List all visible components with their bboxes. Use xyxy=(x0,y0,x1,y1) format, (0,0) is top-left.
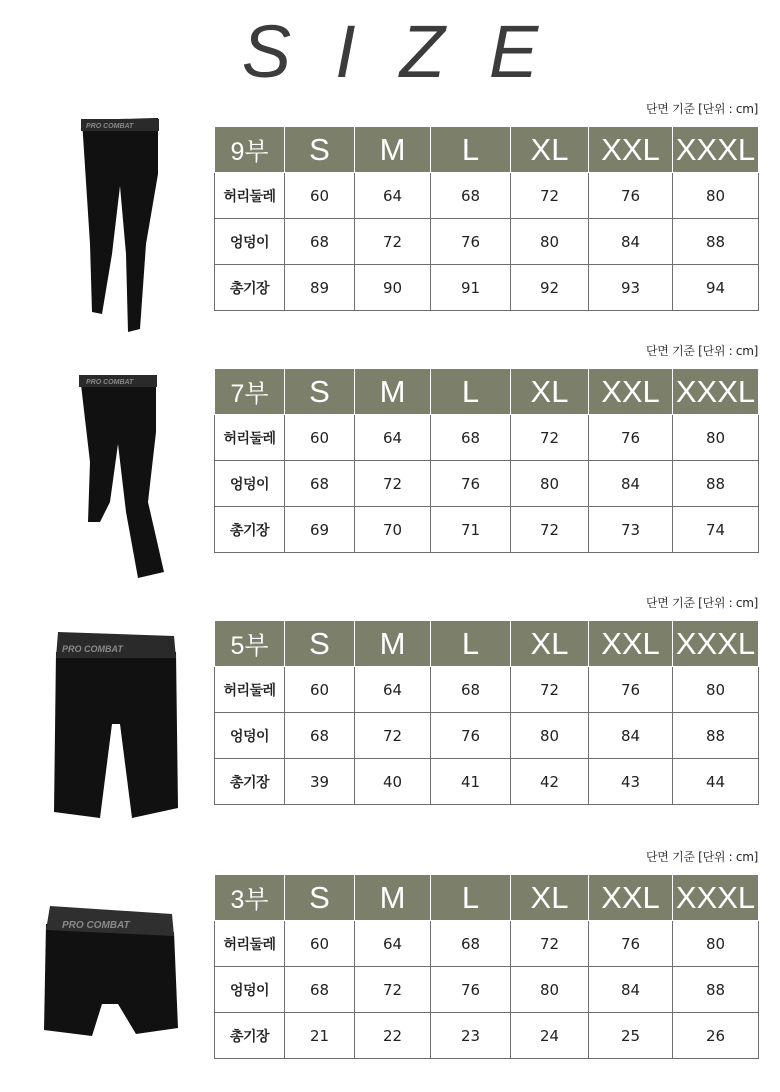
cell: 70 xyxy=(355,507,431,553)
length-label: 5부 xyxy=(215,621,285,667)
hip-row xyxy=(215,713,759,759)
size-xl: XL xyxy=(511,875,589,921)
cell: 72 xyxy=(511,173,589,219)
cell: 68 xyxy=(431,173,511,219)
cell: 88 xyxy=(673,713,759,759)
size-l: L xyxy=(431,621,511,667)
size-l: L xyxy=(431,369,511,415)
cell: 44 xyxy=(673,759,759,805)
cell: 91 xyxy=(431,265,511,311)
cell: 76 xyxy=(589,921,673,967)
cell: 80 xyxy=(673,667,759,713)
cell: 72 xyxy=(511,507,589,553)
brand-print: PRO COMBAT xyxy=(62,644,123,654)
cell: 76 xyxy=(589,667,673,713)
size-xxxl: XXXL xyxy=(673,369,759,415)
size-table xyxy=(214,126,759,311)
size-table xyxy=(214,620,759,805)
size-xl: XL xyxy=(511,127,589,173)
size-s: S xyxy=(285,127,355,173)
size-s: S xyxy=(285,875,355,921)
waist-row xyxy=(215,921,759,967)
cell: 68 xyxy=(285,713,355,759)
cell: 76 xyxy=(431,219,511,265)
cell: 72 xyxy=(511,921,589,967)
length-label: 9부 xyxy=(215,127,285,173)
cell: 68 xyxy=(431,667,511,713)
page-title: SIZE xyxy=(241,10,583,93)
total-length-row xyxy=(215,1013,759,1059)
cell: 80 xyxy=(673,921,759,967)
cell: 72 xyxy=(355,461,431,507)
row-label: 총기장 xyxy=(215,265,285,311)
row-label: 허리둘레 xyxy=(215,921,285,967)
cell: 94 xyxy=(673,265,759,311)
cell: 69 xyxy=(285,507,355,553)
long-tights-image xyxy=(70,114,170,338)
row-label: 엉덩이 xyxy=(215,219,285,265)
cell: 92 xyxy=(511,265,589,311)
cell: 88 xyxy=(673,967,759,1013)
hip-row xyxy=(215,219,759,265)
row-label: 총기장 xyxy=(215,1013,285,1059)
cell: 68 xyxy=(285,219,355,265)
size-table xyxy=(214,874,759,1059)
waist-row xyxy=(215,667,759,713)
header-row xyxy=(215,621,759,667)
cell: 90 xyxy=(355,265,431,311)
header-row xyxy=(215,875,759,921)
size-xxl: XXL xyxy=(589,369,673,415)
cell: 72 xyxy=(511,415,589,461)
cell: 88 xyxy=(673,219,759,265)
cell: 72 xyxy=(355,713,431,759)
size-xl: XL xyxy=(511,369,589,415)
cell: 68 xyxy=(431,415,511,461)
size-m: M xyxy=(355,875,431,921)
row-label: 허리둘레 xyxy=(215,667,285,713)
cell: 64 xyxy=(355,921,431,967)
size-m: M xyxy=(355,369,431,415)
cell: 84 xyxy=(589,713,673,759)
length-label: 3부 xyxy=(215,875,285,921)
hip-row xyxy=(215,461,759,507)
cell: 71 xyxy=(431,507,511,553)
cell: 22 xyxy=(355,1013,431,1059)
cell: 64 xyxy=(355,415,431,461)
cell: 80 xyxy=(511,219,589,265)
cell: 40 xyxy=(355,759,431,805)
cell: 64 xyxy=(355,667,431,713)
size-xxl: XXL xyxy=(589,127,673,173)
size-s: S xyxy=(285,621,355,667)
cell: 72 xyxy=(511,667,589,713)
header-row xyxy=(215,369,759,415)
cell: 84 xyxy=(589,967,673,1013)
total-length-row xyxy=(215,507,759,553)
total-length-row xyxy=(215,265,759,311)
cell: 88 xyxy=(673,461,759,507)
cell: 80 xyxy=(673,173,759,219)
waist-row xyxy=(215,173,759,219)
brand-print: PRO COMBAT xyxy=(86,379,134,386)
boxer-shorts-image xyxy=(40,904,180,1044)
cell: 93 xyxy=(589,265,673,311)
cell: 80 xyxy=(511,967,589,1013)
cell: 76 xyxy=(589,173,673,219)
size-s: S xyxy=(285,369,355,415)
cell: 84 xyxy=(589,219,673,265)
cell: 43 xyxy=(589,759,673,805)
length-label: 7부 xyxy=(215,369,285,415)
cell: 41 xyxy=(431,759,511,805)
shorts-image xyxy=(50,628,182,828)
cell: 39 xyxy=(285,759,355,805)
size-xxxl: XXXL xyxy=(673,127,759,173)
row-label: 엉덩이 xyxy=(215,713,285,759)
cell: 80 xyxy=(511,461,589,507)
cell: 42 xyxy=(511,759,589,805)
unit-note: 단면 기준 [단위 : cm] xyxy=(645,850,758,864)
total-length-row xyxy=(215,759,759,805)
cell: 76 xyxy=(431,713,511,759)
cell: 76 xyxy=(589,415,673,461)
size-xl: XL xyxy=(511,621,589,667)
cell: 21 xyxy=(285,1013,355,1059)
cell: 80 xyxy=(511,713,589,759)
row-label: 총기장 xyxy=(215,759,285,805)
size-xxxl: XXXL xyxy=(673,621,759,667)
cell: 68 xyxy=(285,967,355,1013)
cell: 76 xyxy=(431,967,511,1013)
cell: 24 xyxy=(511,1013,589,1059)
unit-note: 단면 기준 [단위 : cm] xyxy=(645,102,758,116)
unit-note: 단면 기준 [단위 : cm] xyxy=(645,344,758,358)
brand-print: PRO COMBAT xyxy=(62,920,130,931)
size-m: M xyxy=(355,127,431,173)
hip-row xyxy=(215,967,759,1013)
cell: 25 xyxy=(589,1013,673,1059)
brand-print: PRO COMBAT xyxy=(86,123,134,130)
row-label: 허리둘레 xyxy=(215,173,285,219)
cell: 89 xyxy=(285,265,355,311)
cell: 80 xyxy=(673,415,759,461)
cell: 60 xyxy=(285,921,355,967)
unit-note: 단면 기준 [단위 : cm] xyxy=(645,596,758,610)
cell: 68 xyxy=(285,461,355,507)
cell: 68 xyxy=(431,921,511,967)
cell: 72 xyxy=(355,219,431,265)
cell: 72 xyxy=(355,967,431,1013)
row-label: 총기장 xyxy=(215,507,285,553)
row-label: 허리둘레 xyxy=(215,415,285,461)
size-xxl: XXL xyxy=(589,621,673,667)
row-label: 엉덩이 xyxy=(215,967,285,1013)
size-table xyxy=(214,368,759,553)
size-xxl: XXL xyxy=(589,875,673,921)
row-label: 엉덩이 xyxy=(215,461,285,507)
size-l: L xyxy=(431,875,511,921)
cell: 73 xyxy=(589,507,673,553)
cell: 60 xyxy=(285,415,355,461)
size-m: M xyxy=(355,621,431,667)
header-row xyxy=(215,127,759,173)
size-xxxl: XXXL xyxy=(673,875,759,921)
cell: 23 xyxy=(431,1013,511,1059)
size-l: L xyxy=(431,127,511,173)
cell: 74 xyxy=(673,507,759,553)
cell: 60 xyxy=(285,173,355,219)
waist-row xyxy=(215,415,759,461)
cell: 60 xyxy=(285,667,355,713)
cell: 84 xyxy=(589,461,673,507)
cell: 76 xyxy=(431,461,511,507)
cell: 26 xyxy=(673,1013,759,1059)
three-quarter-tights-image xyxy=(70,372,170,586)
cell: 64 xyxy=(355,173,431,219)
